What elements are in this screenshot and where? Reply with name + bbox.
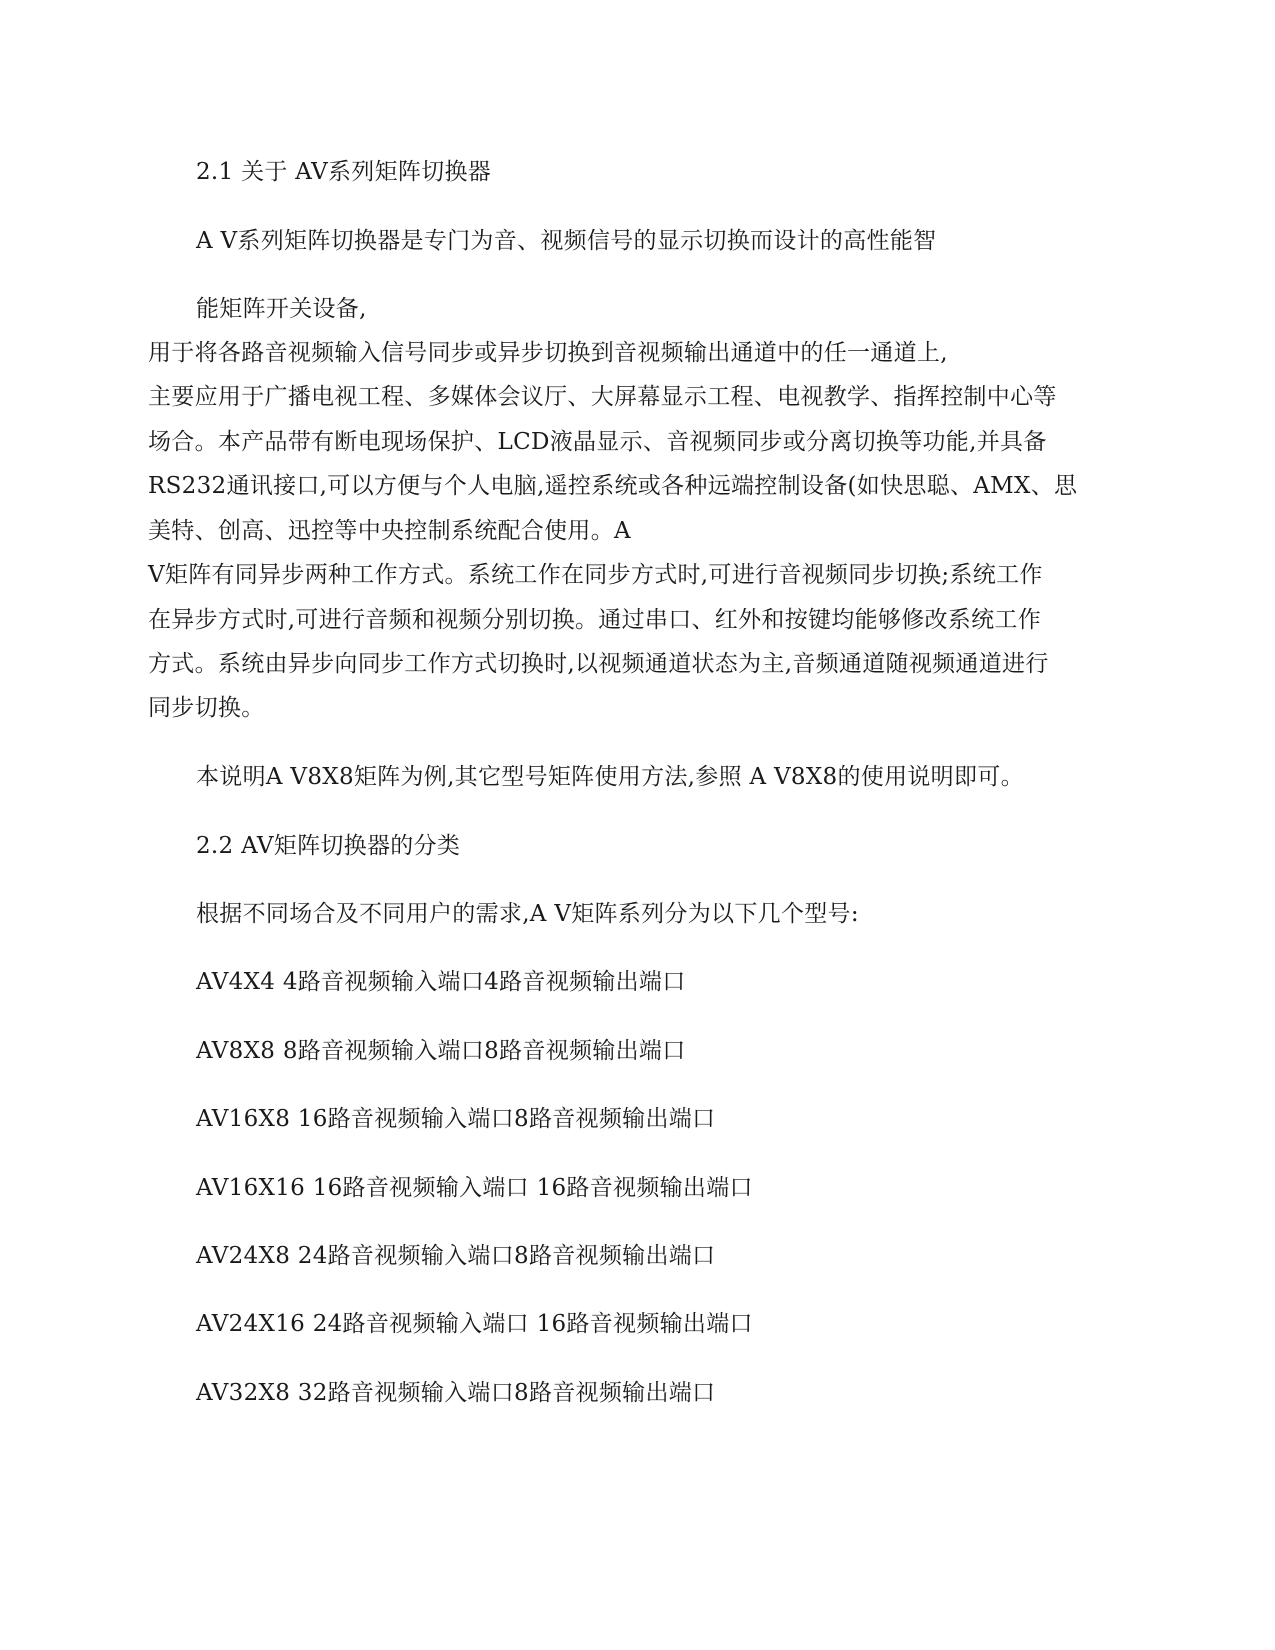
- model-item: AV8X8 8路音视频输入端口8路音视频输出端口: [196, 1038, 686, 1064]
- intro-line-1: A V系列矩阵切换器是专门为音、视频信号的显示切换而设计的高性能智: [196, 228, 937, 254]
- usage-note: 本说明A V8X8矩阵为例,其它型号矩阵使用方法,参照 A V8X8的使用说明即可。: [196, 764, 1024, 790]
- body-line: 用于将各路音视频输入信号同步或异步切换到音视频输出通道中的任一通道上,: [148, 340, 948, 366]
- body-line: RS232通讯接口,可以方便与个人电脑,遥控系统或各种远端控制设备(如快思聪、AMX、思: [148, 473, 1078, 499]
- models-intro: 根据不同场合及不同用户的需求,A V矩阵系列分为以下几个型号:: [196, 901, 859, 927]
- model-item: AV24X8 24路音视频输入端口8路音视频输出端口: [196, 1243, 716, 1269]
- model-item: AV4X4 4路音视频输入端口4路音视频输出端口: [196, 969, 686, 995]
- body-line: 方式。系统由异步向同步工作方式切换时,以视频通道状态为主,音频通道随视频通道进行: [148, 651, 1049, 677]
- section-2-2-heading: 2.2 AV矩阵切换器的分类: [196, 833, 461, 859]
- body-line: 在异步方式时,可进行音频和视频分别切换。通过串口、红外和按键均能够修改系统工作: [148, 607, 1042, 633]
- intro-line-2: 能矩阵开关设备,: [196, 296, 367, 322]
- body-line: 主要应用于广播电视工程、多媒体会议厅、大屏幕显示工程、电视教学、指挥控制中心等: [148, 384, 1057, 410]
- body-line: V矩阵有同异步两种工作方式。系统工作在同步方式时,可进行音视频同步切换;系统工作: [148, 562, 1043, 588]
- model-item: AV16X16 16路音视频输入端口 16路音视频输出端口: [196, 1175, 753, 1201]
- body-line: 美特、创高、迅控等中央控制系统配合使用。A: [148, 518, 631, 544]
- body-line: 场合。本产品带有断电现场保护、LCD液晶显示、音视频同步或分离切换等功能,并具备: [148, 429, 1047, 455]
- model-item: AV16X8 16路音视频输入端口8路音视频输出端口: [196, 1106, 716, 1132]
- model-item: AV24X16 24路音视频输入端口 16路音视频输出端口: [196, 1311, 753, 1337]
- section-2-1-heading: 2.1 关于 AV系列矩阵切换器: [196, 159, 492, 185]
- model-item: AV32X8 32路音视频输入端口8路音视频输出端口: [196, 1380, 716, 1406]
- body-line: 同步切换。: [148, 695, 265, 721]
